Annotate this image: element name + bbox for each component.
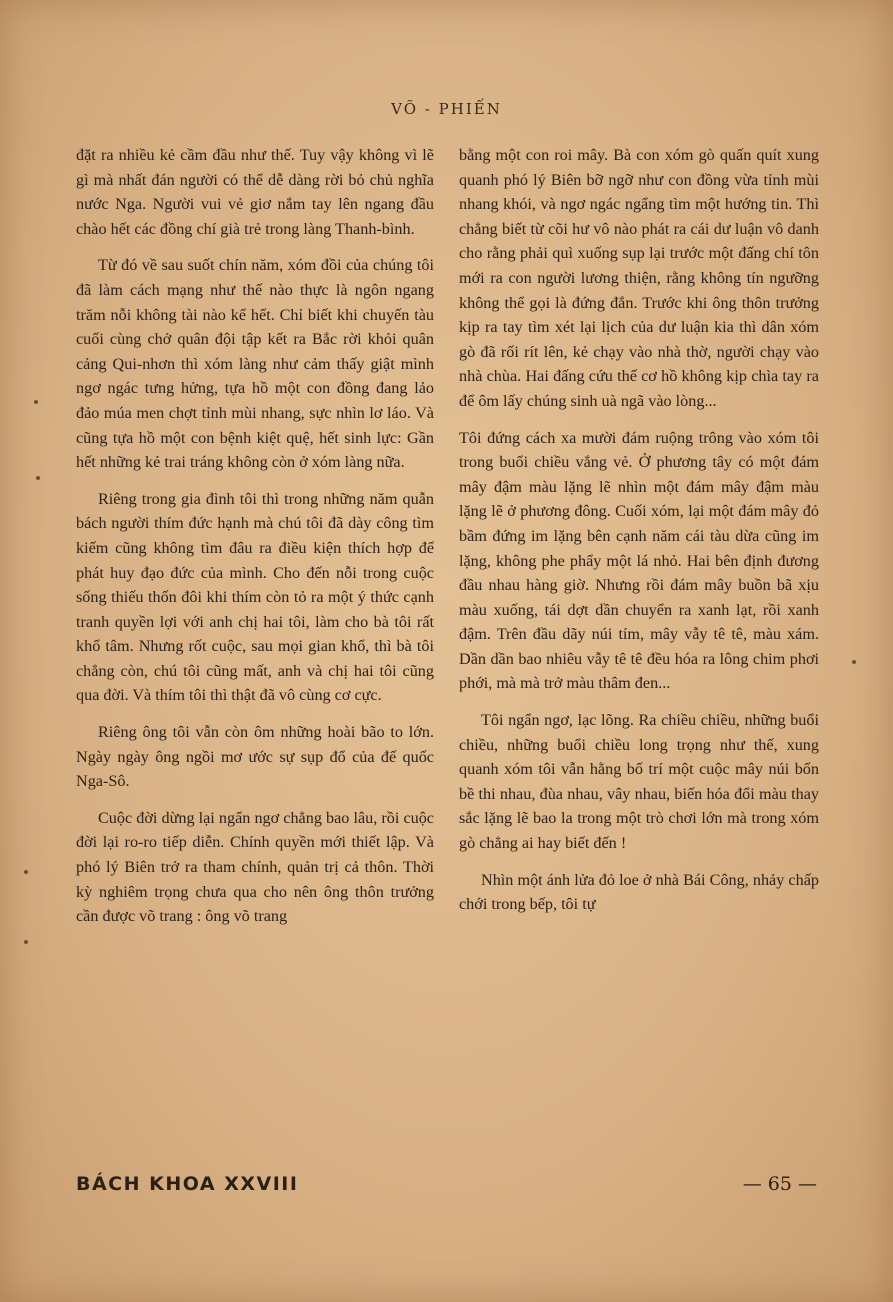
running-header-author: VÕ - PHIẾN (391, 100, 502, 118)
paragraph: Tôi ngẩn ngơ, lạc lõng. Ra chiều chiều, những buổi chiều, những buổi chiều long trọng như thế, xung quanh xóm tôi vẫn hằng bố trí một cuộc mây núi bốn bề thi nhau, đùa nhau, vây nhau, biến hóa đổi màu thay sắc lặng lẽ bao la trong một trò chơi lớn mà trong xóm gò chẳng ai hay biết đến ! (459, 711, 819, 853)
paragraph: đặt ra nhiều kẻ cầm đầu như thế. Tuy vậy không vì lẽ gì mà nhất đán người có thể dễ dàng rời bỏ chủ nghĩa nước Nga. Người vui vẻ giơ nắm tay lên ngang đầu chào hết các đồng chí già trẻ trong làng Thanh-bình. (76, 146, 434, 238)
paragraph: Nhìn một ánh lửa đỏ loe ở nhà Bái Công, nhảy chấp chới trong bếp, tôi tự (459, 870, 819, 914)
binding-hole-mark (24, 870, 28, 874)
paragraph: Tôi đứng cách xa mười đám ruộng trông vào xóm tôi trong buổi chiều vắng vẻ. Ở phương tây có một đám mây đậm màu lặng lẽ nhìn một đám mây đậm màu lặng lẽ ở phương đông. Cuối xóm, lại một đám mây đỏ bầm đứng im lặng bên cạnh năm cái tàu dừa cũng im lặng, không phe phẩy một lá nhỏ. Hai bên định đương đầu nhau hàng giờ. Nhưng rồi đám mây buồn bã xịu màu xuống, tái dợt dần chuyển ra xanh lạt, rồi xanh đậm. Trên đầu dãy núi tím, mây vẫy tê tê, màu xám. Dần dần bao nhiêu vẫy tê tê đều hóa ra lông chim phơi phới, mà mà trở màu thâm đen... (459, 428, 819, 693)
binding-hole-mark (36, 476, 40, 480)
right-text-column (459, 143, 819, 929)
paragraph: Từ đó về sau suốt chín năm, xóm đồi của chúng tôi đã làm cách mạng như thế nào thực là ngôn ngang trăm nỗi không tài nào kể hết. Chỉ biết khi chuyến tàu cuối cùng chở quân đội tập kết ra Bắc rời khỏi quân cảng Qui-nhơn thì xóm làng như cảm thấy giật mình ngơ ngác tưng hửng, tựa hồ một con đồng đang lảo đảo múa men chợt tỉnh mùi nhang, sực nhìn lơ láo. Và cũng tựa hồ một con bệnh kiệt quệ, hết sinh lực: Gần hết những kẻ trai tráng không còn ở xóm làng nữa. (76, 256, 434, 472)
binding-hole-mark (24, 940, 28, 944)
binding-hole-mark (34, 400, 38, 404)
paragraph: Cuộc đời dừng lại ngẩn ngơ chẳng bao lâu, rồi cuộc đời lại ro-ro tiếp diễn. Chính quyền mới thiết lập. Và phó lý Biên trở ra tham chính, quản trị cả thôn. Thời kỳ nghiêm trọng chưa qua cho nên ông thôn trưởng cần được võ trang : ông võ trang (76, 808, 434, 926)
paragraph: Riêng trong gia đình tôi thì trong những năm quẫn bách người thím đức hạnh mà chú tôi đã dày công tìm kiếm cũng không tìm đâu ra điều kiện thích hợp để phát huy đạo đức của mình. Cho đến nỗi trong cuộc sống thiếu thốn đôi khi thím còn tỏ ra một ý thức cạnh tranh quyền lợi với anh chị hai tôi, làm cho bà tôi rất khổ tâm. Nhưng rốt cuộc, sau mọi gian khổ, thì bà tôi chẳng còn, chú tôi cũng mất, anh và chị hai tôi cũng qua đời. Và thím tôi thì thật đã vô cùng cơ cực. (76, 489, 434, 705)
binding-hole-mark (852, 660, 856, 664)
page-number: — 65 — (742, 1173, 817, 1195)
left-text-column (76, 143, 434, 941)
paragraph: bằng một con roi mây. Bà con xóm gò quấn quít xung quanh phó lý Biên bỡ ngỡ như con đồng vừa tỉnh mùi nhang khói, và ngơ ngác ngẩng tìm một hướng tin. Thì chẳng biết từ cõi hư vô nào phát ra cái dư luận vô danh cho rằng phải quì xuống sụp lại trước một đấng chí tôn mới ra con người lương thiện, rằng không tín ngưỡng không thể gọi là đứng đắn. Trước khi ông thôn trưởng kịp ra tay tìm xét lại lịch của dư luận kia thì dân xóm gò đã rối rít lên, kẻ chạy vào nhà thờ, người chạy vào nhà chùa. Hai đấng cứu thế cơ hồ không kịp chìa tay ra để ôm lấy chúng sinh uà ngã vào lòng... (459, 146, 819, 410)
magazine-title-footer: BÁCH KHOA XXVIII (76, 1173, 299, 1195)
paragraph: Riêng ông tôi vẫn còn ôm những hoài bão to lớn. Ngày ngày ông ngồi mơ ước sự sụp đổ của đế quốc Nga-Sô. (76, 723, 434, 791)
